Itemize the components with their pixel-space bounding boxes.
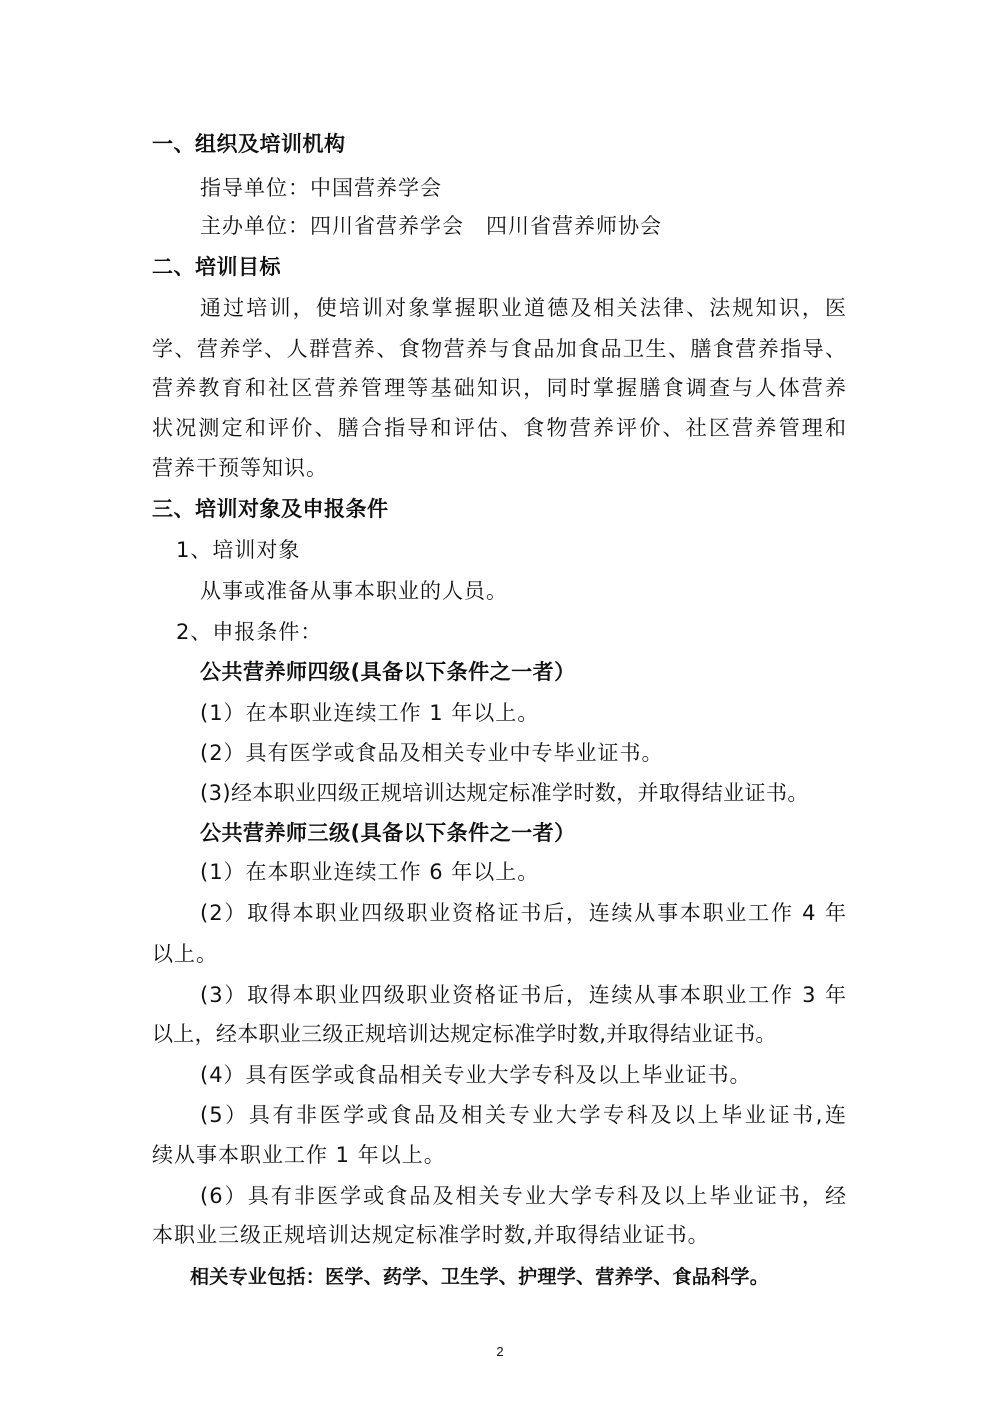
level-4-item: (2）具有医学或食品及相关专业中专毕业证书。 bbox=[200, 741, 664, 765]
level-3-item: (1）在本职业连续工作 6 年以上。 bbox=[200, 860, 540, 884]
level-3-item: (5）具有非医学或食品及相关专业大学专科及以上毕业证书,连 bbox=[200, 1103, 847, 1127]
goal-paragraph-line: 状况测定和评价、膳合指导和评估、食物营养评价、社区营养管理和 bbox=[152, 416, 847, 440]
guide-unit: 指导单位：中国营养学会 bbox=[200, 176, 442, 200]
level-4-item: (1）在本职业连续工作 1 年以上。 bbox=[200, 701, 540, 725]
section-3-heading: 三、培训对象及申报条件 bbox=[152, 497, 389, 521]
level-3-item-continued: 续从事本职业工作 1 年以上。 bbox=[152, 1143, 446, 1167]
page-number: 2 bbox=[496, 1344, 504, 1359]
goal-paragraph-line: 通过培训，使培训对象掌握职业道德及相关法律、法规知识，医 bbox=[200, 296, 847, 320]
subsection-1-text: 从事或准备从事本职业的人员。 bbox=[200, 579, 508, 603]
level-3-heading: 公共营养师三级(具备以下条件之一者） bbox=[200, 821, 576, 845]
goal-paragraph-line: 营养干预等知识。 bbox=[152, 456, 328, 480]
level-3-item: (6）具有非医学或食品及相关专业大学专科及以上毕业证书，经 bbox=[200, 1184, 847, 1208]
level-3-item-continued: 以上，经本职业三级正规培训达规定标准学时数,并取得结业证书。 bbox=[152, 1022, 777, 1046]
level-3-item: (2）取得本职业四级职业资格证书后，连续从事本职业工作 4 年 bbox=[200, 901, 847, 925]
host-unit: 主办单位：四川省营养学会 四川省营养师协会 bbox=[200, 214, 662, 238]
related-majors-note: 相关专业包括：医学、药学、卫生学、护理学、营养学、食品科学。 bbox=[190, 1266, 770, 1288]
goal-paragraph-line: 学、营养学、人群营养、食物营养与食品加食品卫生、膳食营养指导、 bbox=[152, 337, 847, 361]
level-4-heading: 公共营养师四级(具备以下条件之一者） bbox=[200, 660, 576, 684]
level-4-item: (3)经本职业四级正规培训达规定标准学时数，并取得结业证书。 bbox=[200, 781, 809, 805]
level-3-item: (4）具有医学或食品相关专业大学专科及以上毕业证书。 bbox=[200, 1063, 752, 1087]
level-3-item: (3）取得本职业四级职业资格证书后，连续从事本职业工作 3 年 bbox=[200, 983, 847, 1007]
goal-paragraph-line: 营养教育和社区营养管理等基础知识，同时掌握膳食调查与人体营养 bbox=[152, 376, 847, 400]
section-2-heading: 二、培训目标 bbox=[152, 255, 281, 279]
level-3-item-continued: 本职业三级正规培训达规定标准学时数,并取得结业证书。 bbox=[152, 1223, 710, 1247]
level-3-item-continued: 以上。 bbox=[152, 942, 218, 966]
subsection-2-heading: 2、申报条件： bbox=[176, 620, 323, 644]
section-1-heading: 一、组织及培训机构 bbox=[152, 132, 346, 156]
subsection-1-heading: 1、培训对象 bbox=[176, 538, 301, 562]
